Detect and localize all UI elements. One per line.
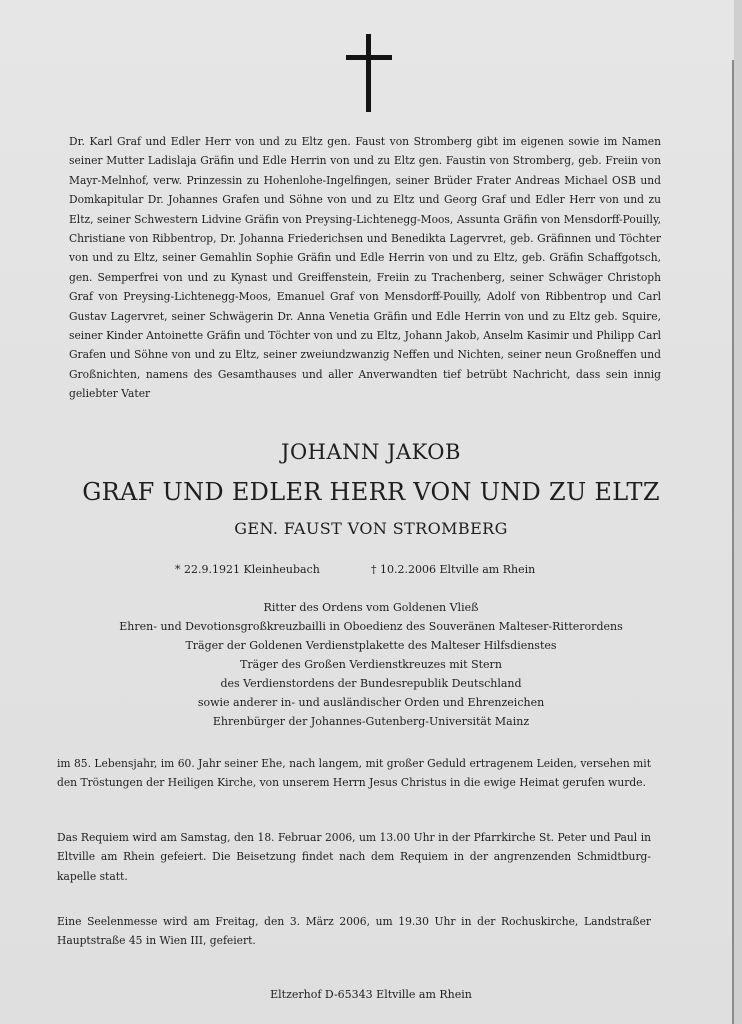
honor-item: Ehrenbürger der Johannes-Gutenberg-Universität Mainz — [212, 715, 530, 728]
page-edge — [734, 0, 742, 1024]
requiem-paragraph: Das Requiem wird am Samstag, den 18. Februar 2006, um 13.00 Uhr in der Pfarrkirche St. Peter und Paul in Eltville am Rhein gefeiert. Die Beisetzung findet nach dem Requiem in der angrenzenden Schmidtburg-kapelle statt. — [57, 831, 651, 883]
announcement-paragraph: Dr. Karl Graf und Edler Herr von und zu Eltz gen. Faust von Stromberg gibt im eigenen sowie im Namen seiner Mutter Ladislaja Gräfin und Edle Herrin von und zu Eltz gen. Faustin von Stromberg, geb. Freiin von Mayr-Melnhof, verw. Prinzessin zu Hohenlohe-Ingelfingen, seiner Brüder Frater Andreas Michael OSB und Domkapitular Dr. Johannes Grafen und Söhne von und zu Eltz und Georg Graf und Edler Herr von und zu Eltz, seiner Schwestern Lidvine Gräfin von Preysing-Lichtenegg-Moos, Assunta Gräfin von Mensdorff-Pouilly, Christiane von Ribbentrop, Dr. Johanna Friederichsen und Benedikta Lagervret, geb. Gräfinnen und Töchter von und zu Eltz, seiner Gemahlin Sophie Gräfin und Edle Herrin von und zu Eltz, geb. Gräfin Schaffgotsch, gen. Semperfrei von und zu Kynast und Greiffenstein, Freiin zu Trachenberg, seiner Schwäger Christoph Graf von Preysing-Lichtenegg-Moos, Emanuel Graf von Mensdorff-Pouilly, Adolf von Ribbentrop und Carl Gustav Lagervret, seiner Schwägerin Dr. Anna Venetia Gräfin und Edle Herrin von und zu Eltz geb. Squire, seiner Kinder Antoinette Gräfin und Töchter von und zu Eltz, Johann Jakob, Anselm Kasimir und Philipp Carl Grafen und Söhne von und zu Eltz, seiner zweiundzwanzig Neffen und Nichten, seiner neun Großneffen und Großnichten, namens des Gesamthauses und aller Anverwandten tief betrübt Nachricht, dass sein innig geliebter Vater — [69, 135, 661, 401]
honor-item: Träger des Großen Verdienstkreuzes mit Stern — [240, 658, 502, 671]
honor-item: Ritter des Ordens vom Goldenen Vließ — [263, 601, 479, 614]
memorial-mass-paragraph: Eine Seelenmesse wird am Freitag, den 3. März 2006, um 19.30 Uhr in der Rochuskirche, Landstraßer Hauptstraße 45 in Wien III, gefeiert. — [57, 915, 651, 948]
death-date: † 10.2.2006 Eltville am Rhein — [371, 563, 536, 576]
cross-icon — [346, 34, 392, 112]
passing-paragraph: im 85. Lebensjahr, im 60. Jahr seiner Ehe, nach langem, mit großer Geduld ertragenem Leiden, versehen mit den Tröstungen der Heiligen Kirche, von unserem Herrn Jesus Christus in die ewige Heimat gerufen wurde. — [57, 757, 651, 790]
deceased-family-name: GEN. FAUST VON STROMBERG — [234, 519, 508, 538]
page-fold-line — [732, 60, 734, 1024]
honor-item: des Verdienstordens der Bundesrepublik Deutschland — [220, 677, 522, 690]
family-address: Eltzerhof D-65343 Eltville am Rhein — [270, 988, 472, 1001]
honor-item: sowie anderer in- und ausländischer Orden und Ehrenzeichen — [197, 696, 545, 709]
birth-date: * 22.9.1921 Kleinheubach — [175, 563, 320, 576]
deceased-title: GRAF UND EDLER HERR VON UND ZU ELTZ — [82, 478, 660, 506]
honor-item: Träger der Goldenen Verdienstplakette des Malteser Hilfsdienstes — [185, 639, 557, 652]
deceased-name: JOHANN JAKOB — [281, 440, 461, 464]
honors-list — [0, 598, 742, 731]
honor-item: Ehren- und Devotionsgroßkreuzbailli in Oboedienz des Souveränen Malteser-Ritterordens — [119, 620, 623, 633]
